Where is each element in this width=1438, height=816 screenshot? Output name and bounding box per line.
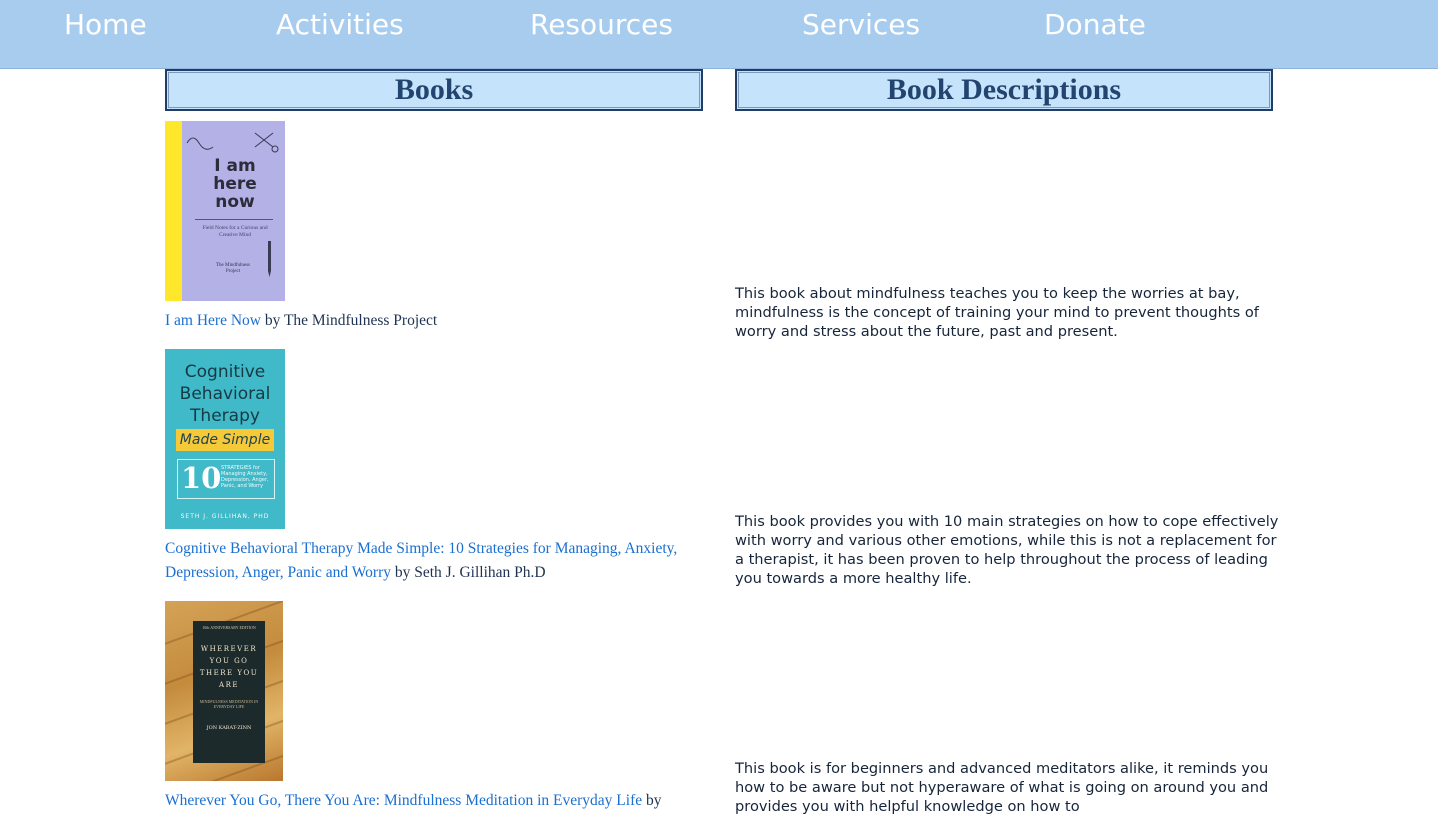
nav-services-link[interactable]: Services [802, 8, 921, 41]
cover-title: Cognitive Behavioral Therapy [179, 362, 271, 426]
book-caption [165, 537, 705, 585]
cover-title-line: I am [214, 156, 256, 176]
books-header: Books [165, 69, 703, 111]
cover-author: SETH J. GILLIHAN, PHD [180, 513, 270, 520]
book-author: by [646, 792, 662, 809]
top-navbar [0, 0, 1438, 69]
cover-strategies: STRATEGIES for Managing Anxiety, Depression, Anger, Panic, and Worry [221, 465, 269, 489]
book-cover-i-am-here-now [165, 121, 285, 301]
book-title-link[interactable]: Wherever You Go, There You Are: Mindfulness Meditation in Everyday Life [165, 792, 643, 809]
book-cover-wherever-you-go [165, 601, 283, 781]
cover-publisher: The Mindfulness Project [215, 263, 251, 274]
cover-edition: 10th ANNIVERSARY EDITION [202, 625, 256, 630]
book-description: This book is for beginners and advanced meditators alike, it reminds you how to be aware but not hyperaware of what is going on around you and provides you with helpful knowledge on how to [735, 760, 1269, 815]
scissors-doodle-icon [183, 129, 283, 155]
cover-divider [195, 219, 273, 220]
nav-resources-link[interactable]: Resources [530, 8, 673, 41]
cover-title-line: here [213, 174, 257, 194]
cover-subtitle: MINDFULNESS MEDITATION IN EVERYDAY LIFE [199, 699, 259, 709]
book-descriptions-header: Book Descriptions [735, 69, 1273, 111]
cover-subtitle: Field Notes for a Curious and Creative Mind [202, 225, 268, 238]
book-cover-cbt-made-simple [165, 349, 285, 529]
nav-activities-link[interactable]: Activities [276, 8, 404, 41]
book-author: by The Mindfulness Project [264, 312, 438, 329]
cover-spine [165, 121, 182, 301]
cover-band: Made Simple [176, 429, 274, 451]
pencil-icon [265, 241, 275, 281]
book-description: This book about mindfulness teaches you to keep the worries at bay, mindfulness is the concept of training your mind to prevent thoughts of worry and stress about the future, past and present. [735, 285, 1259, 340]
book-author: by Seth J. Gillihan Ph.D [394, 564, 546, 581]
cover-author: JON KABAT-ZINN [206, 725, 252, 731]
book-caption [165, 789, 705, 813]
book-title-link[interactable]: Cognitive Behavioral Therapy Made Simple: 10 Strategies for Managing, Anxiety, Depression, Anger, Panic and Worry [165, 540, 678, 581]
cover-number: 10 [181, 461, 222, 495]
nav-donate-link[interactable]: Donate [1044, 8, 1146, 41]
book-caption [165, 309, 705, 333]
cover-title: WHEREVER YOU GO THERE YOU ARE [199, 645, 259, 689]
book-description: This book provides you with 10 main strategies on how to cope effectively with worry and various other emotions, while this is not a replacement for a therapist, it has been proven to help throughout the process of leading you towards a more healthy life. [735, 513, 1279, 587]
cover-title [195, 157, 275, 211]
nav-home-link[interactable]: Home [64, 8, 147, 41]
book-title-link[interactable]: I am Here Now [165, 312, 261, 329]
cover-title-line: now [215, 192, 255, 212]
